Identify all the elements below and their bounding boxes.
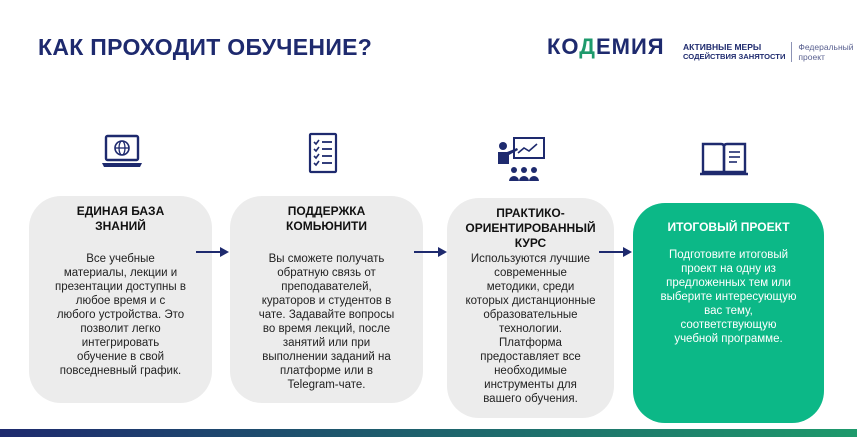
- step-card-4: [633, 203, 824, 423]
- step-2-title: ПОДДЕРЖКА КОМЬЮНИТИ: [286, 204, 367, 233]
- step-card-2: [230, 196, 423, 403]
- logo-part-2: Д: [579, 34, 596, 59]
- step-4-title: ИТОГОВЫЙ ПРОЕКТ: [667, 220, 790, 234]
- arrow-right-icon: [599, 246, 633, 258]
- partner-name: [683, 42, 785, 62]
- step-3-text: Используются лучшие современные методики, среди которых дистанционные образовательные технологии. Платформа предоставляет все необходимые инструменты для вашего обучения.: [465, 253, 596, 405]
- step-1-title: ЕДИНАЯ БАЗА ЗНАНИЙ: [76, 204, 165, 233]
- step-2-text: Вы сможете получать обратную связь от преподавателей, кураторов и студентов в чате. Задавайте вопросы во время лекций, после занятий или при выполнении заданий на платформе или в Telegram-чате.: [258, 253, 395, 391]
- page-title: КАК ПРОХОДИТ ОБУЧЕНИЕ?: [38, 34, 373, 60]
- partner-separator: [791, 42, 792, 62]
- step-3-title: ПРАКТИКО- ОРИЕНТИРОВАННЫЙ КУРС: [465, 206, 596, 250]
- codemia-logo: [547, 34, 665, 60]
- presentation-icon: [494, 136, 550, 182]
- partner-line-2: СОДЕЙСТВИЯ ЗАНЯТОСТИ: [683, 52, 786, 61]
- step-4-text: Подготовите итоговый проект на одну из предложенных тем или выберите интересующую вас тему, соответствующую учебной программе.: [660, 249, 797, 345]
- partner-line-3: Федеральный: [798, 42, 854, 52]
- step-card-3: [447, 198, 614, 418]
- arrow-right-icon: [414, 246, 448, 258]
- step-1-text: Все учебные материалы, лекции и презентации доступны в любое время и с любого устройства. Это позволит легко интегрировать обучение в свой повседневный график.: [55, 253, 186, 377]
- logo-part-1: КО: [547, 34, 580, 59]
- step-card-1: [29, 196, 212, 403]
- partner-line-1: АКТИВНЫЕ МЕРЫ: [683, 42, 762, 52]
- partner-logo: [683, 42, 854, 62]
- laptop-globe-icon: [100, 134, 144, 170]
- partner-project: [798, 42, 853, 62]
- book-icon: [699, 140, 749, 178]
- arrow-right-icon: [196, 246, 230, 258]
- bottom-accent-bar: [0, 429, 857, 437]
- logo-part-3: ЕМИЯ: [595, 34, 665, 59]
- partner-line-4: проект: [798, 52, 825, 62]
- checklist-icon: [307, 132, 339, 174]
